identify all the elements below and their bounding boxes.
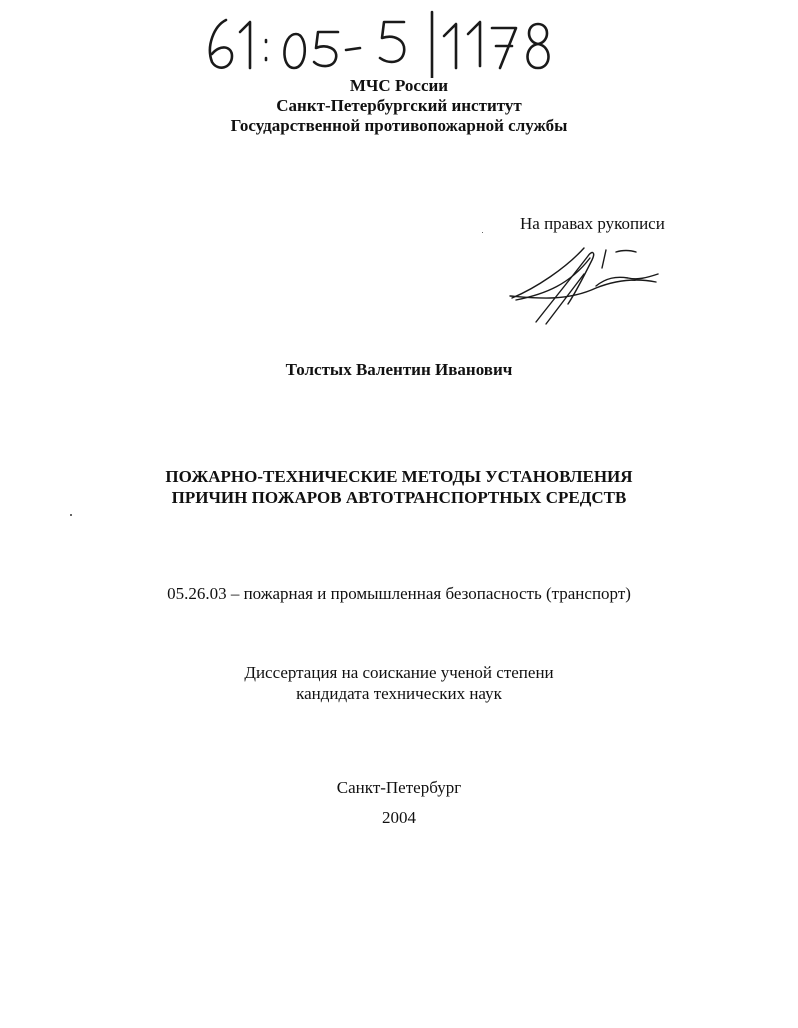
year: 2004: [382, 808, 416, 827]
scan-speck: [70, 514, 72, 516]
dissertation-title: [0, 466, 798, 508]
organization-ministry: МЧС России: [349, 76, 449, 95]
signature-drawing: [506, 238, 666, 330]
scan-speck: [482, 232, 483, 233]
city: Санкт-Петербург: [336, 778, 462, 797]
organization-block: [0, 76, 798, 136]
dissertation-title-line-1: ПОЖАРНО-ТЕХНИЧЕСКИЕ МЕТОДЫ УСТАНОВЛЕНИЯ: [165, 467, 633, 486]
handwritten-archive-number-drawing: [200, 6, 560, 78]
author-signature: [506, 238, 666, 330]
degree-statement: [0, 662, 798, 704]
degree-statement-line-2: кандидата технических наук: [296, 684, 502, 703]
specialty-code: 05.26.03 – пожарная и промышленная безопасность (транспорт): [167, 584, 631, 603]
organization-service: Государственной противопожарной службы: [230, 116, 568, 135]
manuscript-rights: На правах рукописи: [520, 214, 665, 233]
dissertation-title-line-2: ПРИЧИН ПОЖАРОВ АВТОТРАНСПОРТНЫХ СРЕДСТВ: [171, 488, 627, 507]
degree-statement-line-1: Диссертация на соискание ученой степени: [244, 663, 554, 682]
handwritten-archive-number: [200, 6, 560, 78]
organization-institute: Санкт-Петербургский институт: [276, 96, 522, 115]
author-name: Толстых Валентин Иванович: [285, 360, 513, 379]
